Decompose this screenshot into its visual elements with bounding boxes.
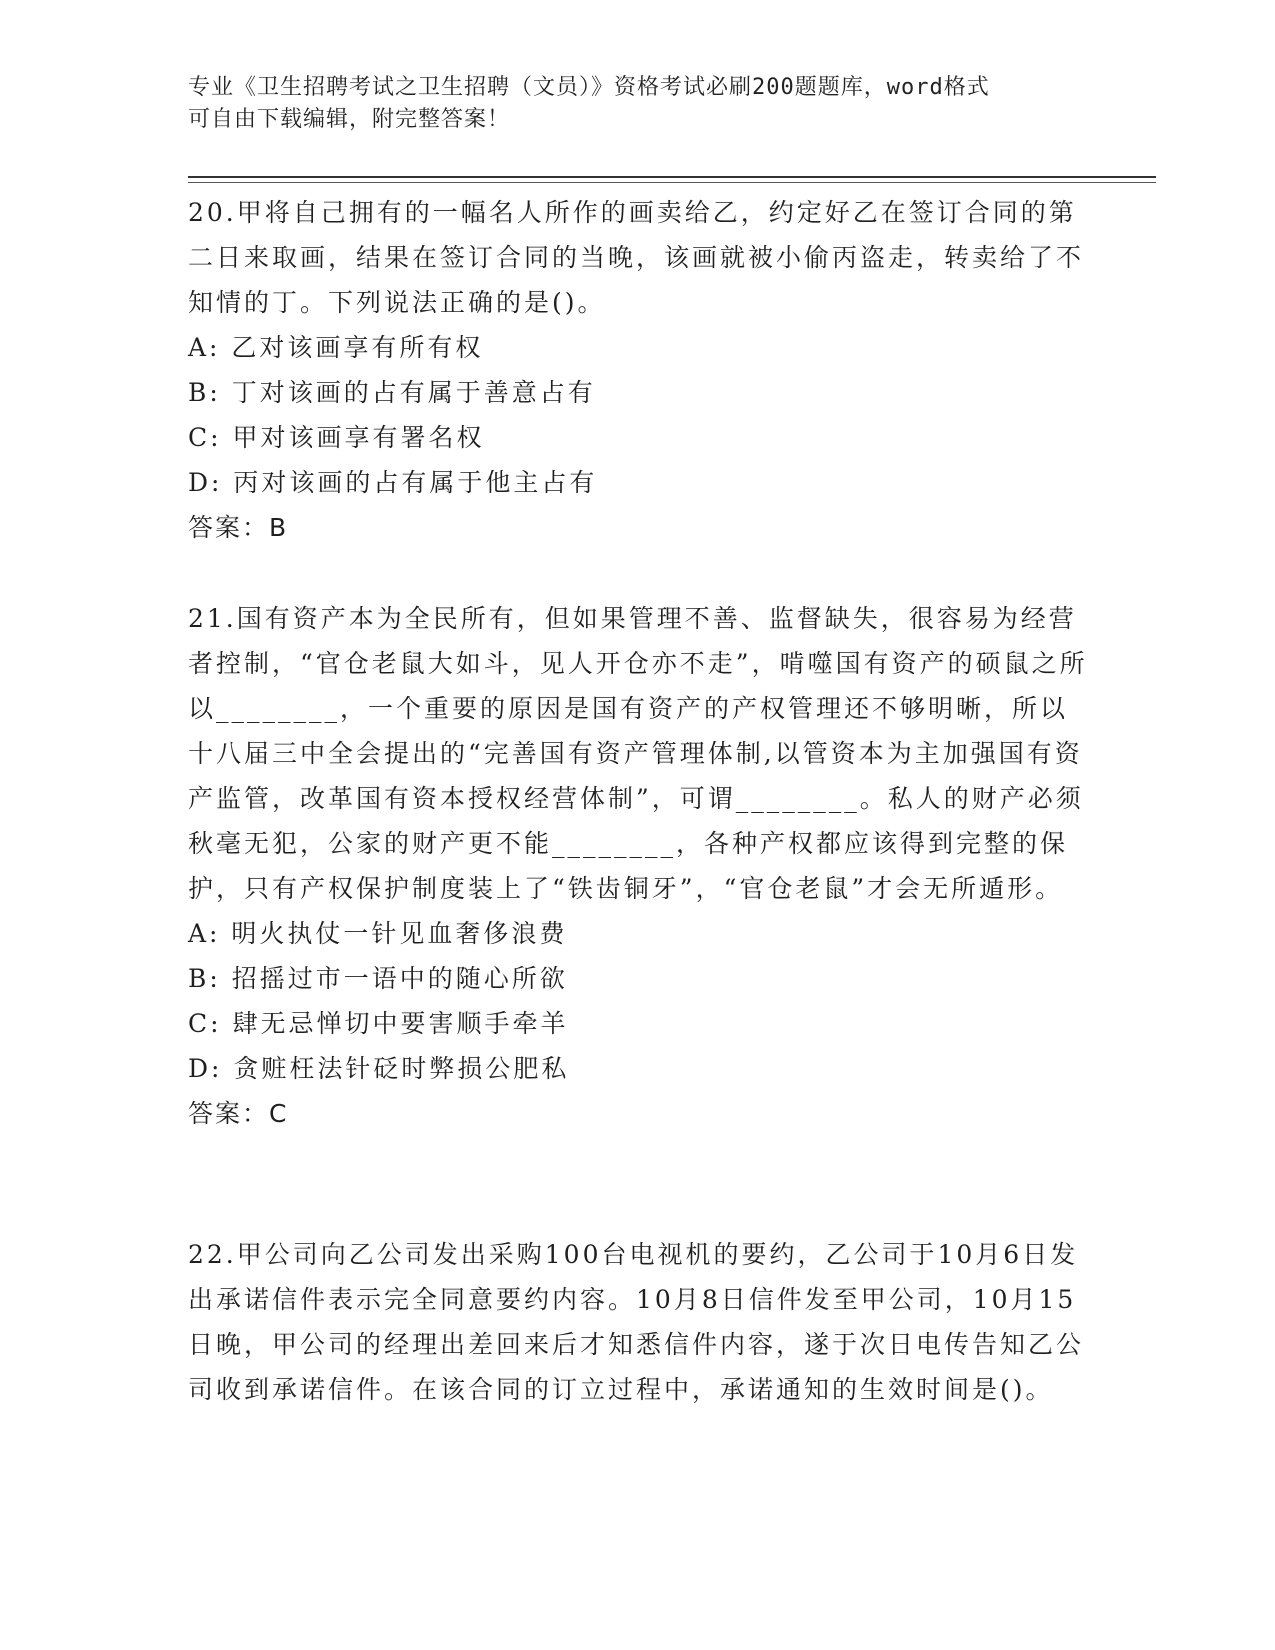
header-line-2: 可自由下载编辑，附完整答案！ <box>188 107 511 132</box>
question-stem: 21.国有资产本为全民所有，但如果管理不善、监督缺失，很容易为经营者控制，“官仓老鼠大如斗，见人开仓亦不走”，啃噬国有资产的硕鼠之所以________，一个重要的原因是国有资产的产权管理还不够明晰，所以十八届三中全会提出的“完善国有资产管理体制,以管资本为主加强国有资产监管，改革国有资本授权经营体制”，可谓________。私人的财产必须秋毫无犯，公家的财产更不能________，各种产权都应该得到完整的保护，只有产权保护制度装上了“铁齿铜牙”，“官仓老鼠”才会无所遁形。 <box>188 604 1088 903</box>
option-a: A: 明火执仗一针见血奢侈浪费 <box>188 919 568 948</box>
answer-label: 答案：C <box>188 1099 289 1128</box>
option-c: C: 肆无忌惮切中要害顺手牵羊 <box>188 1009 569 1038</box>
header-line-1: 专业《卫生招聘考试之卫生招聘（文员）》资格考试必刷200题题库，word格式 <box>188 75 990 100</box>
document-header <box>188 72 1088 136</box>
question-stem: 22.甲公司向乙公司发出采购100台电视机的要约，乙公司于10月6日发出承诺信件表示完全同意要约内容。10月8日信件发至甲公司，10月15日晚，甲公司的经理出差回来后才知悉信件内容，遂于次日电传告知乙公司收到承诺信件。在该合同的订立过程中，承诺通知的生效时间是()。 <box>188 1240 1085 1404</box>
option-b: B: 招摇过市一语中的随心所欲 <box>188 964 568 993</box>
question-21 <box>188 596 1088 1136</box>
question-20 <box>188 190 1088 550</box>
question-stem: 20.甲将自己拥有的一幅名人所作的画卖给乙，约定好乙在签订合同的第二日来取画，结果在签订合同的当晚，该画就被小偷丙盗走，转卖给了不知情的丁。下列说法正确的是()。 <box>188 198 1085 317</box>
option-a: A: 乙对该画享有所有权 <box>188 333 484 362</box>
option-d: D: 贪赃枉法针砭时弊损公肥私 <box>188 1054 570 1083</box>
header-divider-thin <box>188 182 1156 183</box>
header-divider-thick <box>188 176 1156 178</box>
option-d: D: 丙对该画的占有属于他主占有 <box>188 468 598 497</box>
answer-label: 答案：B <box>188 513 289 542</box>
option-c: C: 甲对该画享有署名权 <box>188 423 485 452</box>
option-b: B: 丁对该画的占有属于善意占有 <box>188 378 596 407</box>
question-22 <box>188 1232 1088 1412</box>
